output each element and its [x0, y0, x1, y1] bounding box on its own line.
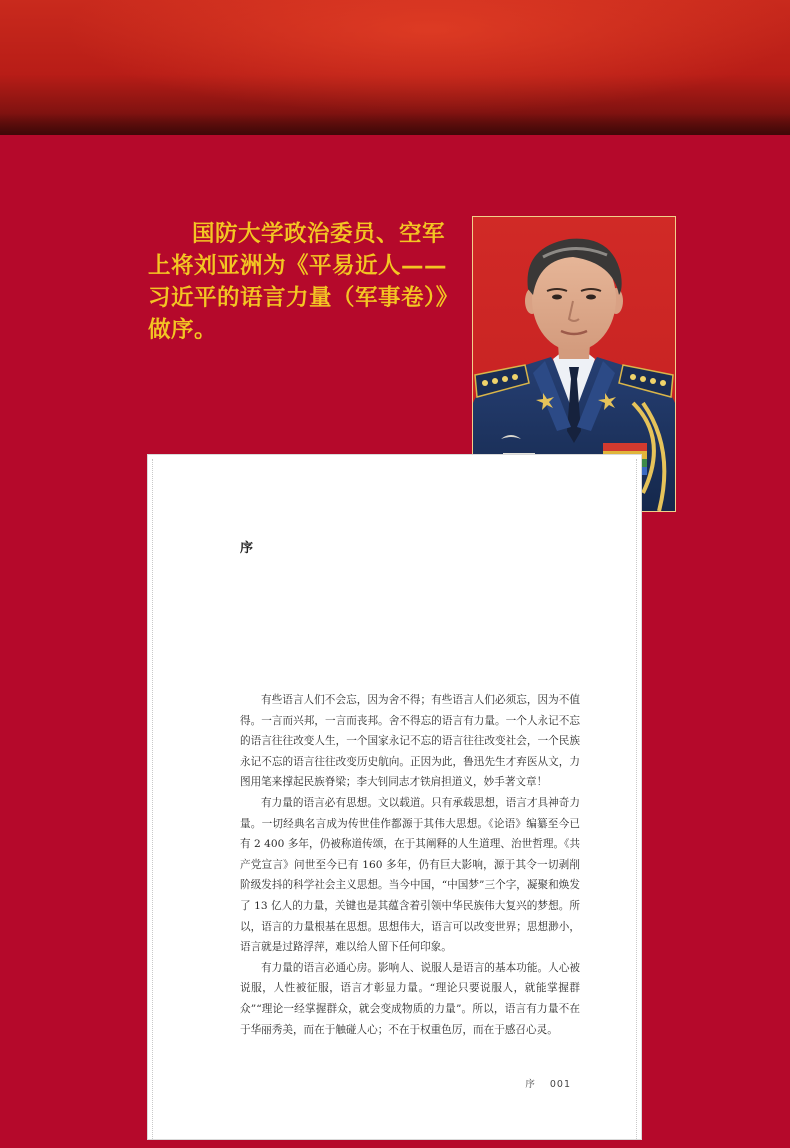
page-number: 001 — [549, 1079, 571, 1090]
top-banner — [0, 0, 790, 135]
paragraph: 有些语言人们不会忘，因为舍不得；有些语言人们必须忘，因为不值得。一言而兴邦，一言而丧邦。舍不得忘的语言有力量。一个人永记不忘的语言往往改变人生，一个国家永记不忘的语言往往改变社会，一个民族永记不忘的语言往往改变历史航向。正因为此，鲁迅先生才弃医从文，力图用笔来撑起民族脊梁；李大钊同志才铁肩担道义，妙手著文章！ — [240, 694, 580, 789]
caption-text: 国防大学政治委员、空军上将刘亚洲为《平易近人——习近平的语言力量（军事卷）》做序。 — [148, 221, 448, 343]
book-page — [147, 454, 642, 1140]
page-footer — [525, 1076, 571, 1090]
preface-body — [240, 690, 580, 1040]
paragraph: 有力量的语言必有思想。文以载道。只有承载思想，语言才具神奇力量。一切经典名言成为传世佳作都源于其伟大思想。《论语》编纂至今已有 2 400 多年，仍被称道传颂，在于其阐释的人生道理、治世哲理。《共产党宣言》问世至今已有 160 多年，仍有巨大影响，源于其令一切剥削阶级发抖的科学社会主义思想。当今中国，“中国梦”三个字，凝聚和焕发了 13 亿人的力量，关键也是其蕴含着引领中华民族伟大复兴的梦想。所以，语言的力量根基在思想。思想伟大，语言可以改变世界；思想渺小，语言就是过路浮萍，难以给人留下任何印象。 — [240, 796, 580, 954]
footer-section-label: 序 — [525, 1079, 536, 1090]
photo-caption — [148, 218, 448, 346]
page-heading: 序 — [240, 541, 254, 556]
paragraph: 有力量的语言必通心房。影响人、说服人是语言的基本功能。人心被说服，人性被征服，语言才彰显力量。“理论只要说服人，就能掌握群众”“理论一经掌握群众，就会变成物质的力量”。所以，语言有力量不在于华丽秀美，而在于触碰人心；不在于权重色厉，而在于感召心灵。 — [240, 961, 580, 1036]
